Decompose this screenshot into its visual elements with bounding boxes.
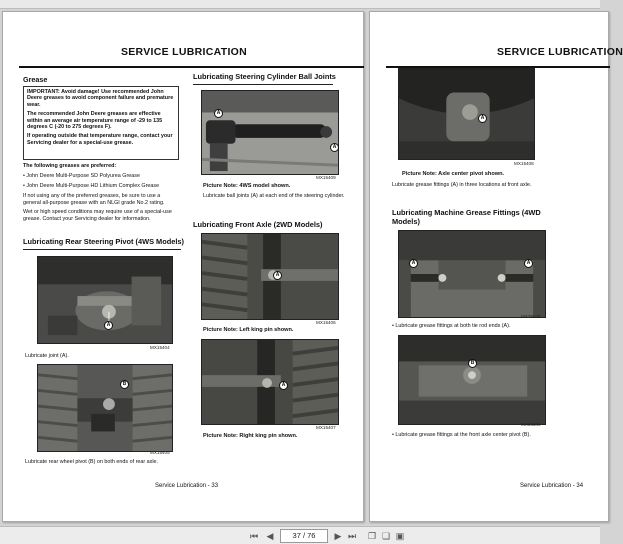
two-page-view-icon[interactable]: ❏ (381, 531, 391, 541)
section-title-machine-fittings: Lubricating Machine Grease Fittings (4WD (392, 208, 541, 217)
photo-tie-rod-ends (398, 230, 546, 318)
page-34 (369, 11, 623, 522)
photo-right-king-pin (201, 339, 339, 425)
photo-left-king-pin (201, 233, 339, 320)
callout-a: A (330, 143, 339, 152)
title-bar (0, 0, 600, 9)
preferred-grease-2: • John Deere Multi-Purpose HD Lithium Complex Grease (23, 183, 160, 189)
callout-a: A (273, 271, 282, 280)
outside-range-text: If operating outside that temperature range, contact your Servicing dealer for a special-use grease. (27, 133, 173, 146)
page-header: SERVICE LUBRICATION (120, 46, 248, 58)
photo-rear-wheel-pivot (37, 364, 173, 452)
photo-code: MX15406 (316, 320, 336, 325)
callout-a: A (409, 259, 418, 268)
section-title-rear-steering: Lubricating Rear Steering Pivot (4WS Models) (23, 237, 184, 246)
callout-a: A (104, 321, 113, 330)
page-33 (2, 11, 364, 522)
section-title-front-axle: Lubricating Front Axle (2WD Models) (193, 220, 323, 229)
page-header: SERVICE LUBRICATION (497, 46, 623, 58)
caption-4ws-model: Picture Note: 4WS model shown. (203, 183, 291, 189)
previous-page-icon[interactable]: ◀ (266, 531, 274, 541)
photo-rear-steering-joint (37, 256, 173, 344)
callout-a: A (279, 381, 288, 390)
photo-code: MX36549 (521, 422, 541, 427)
photo-steering-cylinder (201, 90, 339, 175)
caption-axle-center-pivot: Picture Note: Axle center pivot shown. (402, 171, 505, 177)
callout-a: A (478, 114, 487, 123)
lubricate-joint-text: Lubricate joint (A). (25, 353, 69, 359)
photo-axle-center-pivot (398, 68, 535, 160)
wet-conditions-text: Wet or high speed conditions may require use of a special-use grease. Contact your Servicing dealer for information. (23, 209, 172, 222)
general-grease-text: If not using any of the preferred greases, be sure to use a general all-purpose grease with an NLGI grade No.2 rating. (23, 193, 165, 206)
last-page-icon[interactable]: ⏭ (347, 531, 357, 541)
viewer-toolbar (0, 526, 600, 544)
section-underline (23, 249, 181, 250)
callout-a: A (524, 259, 533, 268)
page-footer: Service Lubrication - 33 (155, 483, 219, 489)
photo-code: MX15408 (514, 161, 534, 166)
fit-page-icon[interactable]: ▣ (395, 531, 405, 541)
single-page-view-icon[interactable]: ❐ (367, 531, 377, 541)
photo-code: MX15404 (150, 345, 170, 350)
section-title-cylinder: Lubricating Steering Cylinder Ball Joints (193, 72, 336, 81)
tie-rod-bullet: • Lubricate grease fittings at both tie rod ends (A). (392, 323, 511, 329)
photo-code: MX36548 (521, 314, 541, 319)
callout-b: B (468, 359, 477, 368)
center-pivot-bullet: • Lubricate grease fittings at the front axle center pivot (B). (392, 432, 531, 438)
rear-wheel-pivot-text: Lubricate rear wheel pivot (B) on both ends of rear axle. (25, 459, 159, 465)
caption-left-king-pin: Picture Note: Left king pin shown. (203, 327, 294, 333)
callout-a: A (214, 109, 223, 118)
section-underline (193, 84, 333, 85)
first-page-icon[interactable]: ⏮ (249, 531, 259, 541)
photo-code: MX15409 (316, 175, 336, 180)
header-rule (19, 66, 364, 68)
page-number-input[interactable]: 37 / 76 (280, 529, 328, 543)
ball-joint-text: Lubricate ball joints (A) at each end of the steering cylinder. (203, 193, 345, 199)
caption-right-king-pin: Picture Note: Right king pin shown. (203, 433, 298, 439)
photo-code: MX15407 (316, 425, 336, 430)
three-locations-text: Lubricate grease fittings (A) in three locations at front axle. (392, 182, 532, 188)
preferred-intro: The following greases are preferred: (23, 163, 117, 169)
recommended-greases-text: The recommended John Deere greases are effective within an average air temperature range of -29 to 135 degrees C (-20 to 275 degrees F). (27, 111, 163, 131)
document-viewer[interactable] (0, 9, 623, 526)
photo-front-axle-pivot (398, 335, 546, 425)
preferred-grease-1: • John Deere Multi-Purpose SD Polyurea Grease (23, 173, 140, 179)
section-title-machine-fittings-line2: Models) (392, 217, 420, 226)
photo-code: MX15405 (150, 450, 170, 455)
next-page-icon[interactable]: ▶ (334, 531, 342, 541)
page-footer: Service Lubrication - 34 (520, 483, 584, 489)
callout-b: B (120, 380, 129, 389)
section-title-grease: Grease (23, 75, 48, 84)
important-notice-box (23, 86, 179, 160)
important-notice: IMPORTANT: Avoid damage! Use recommended John Deere greases to avoid component failure and premature wear. (27, 89, 174, 108)
